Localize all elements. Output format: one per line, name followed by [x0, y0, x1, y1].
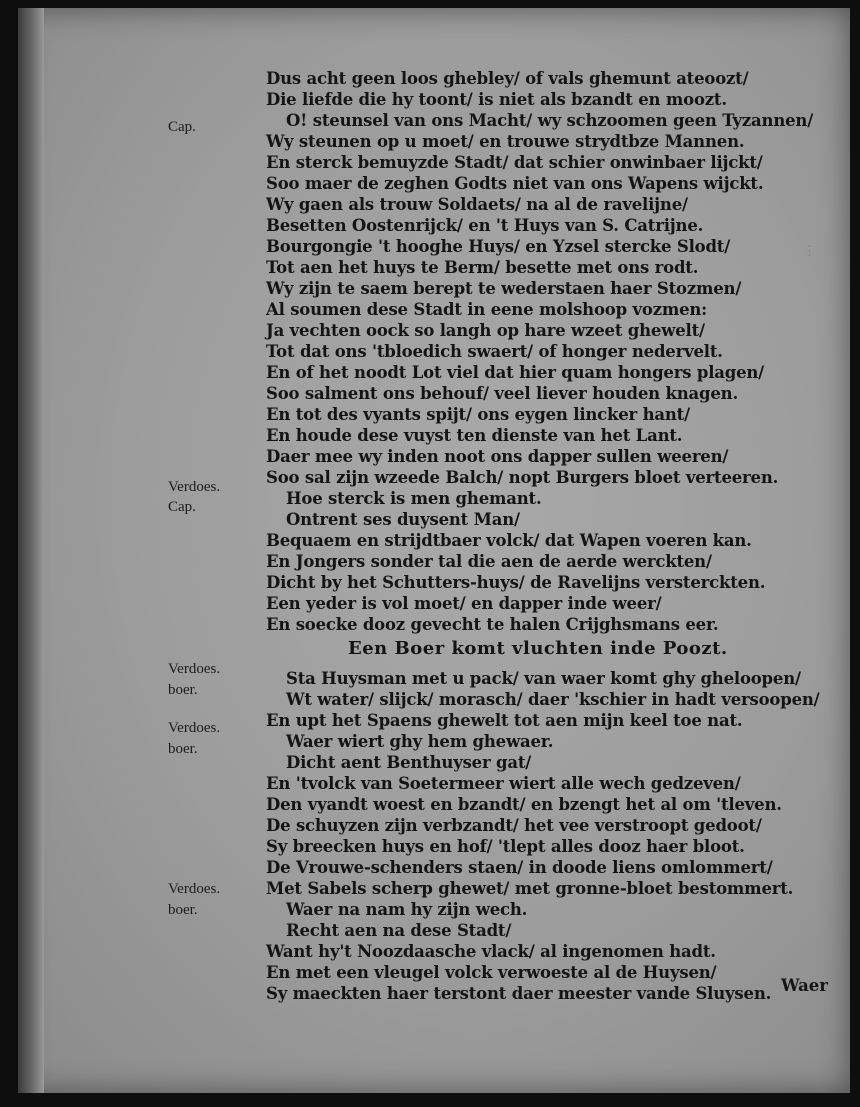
- verse-line: Al soumen dese Stadt in eene molshoop vozmen:: [266, 300, 708, 319]
- verse-line: Recht aen na dese Stadt/: [286, 921, 512, 940]
- speaker-verdoes: Verdoes.: [168, 661, 221, 677]
- verse-line: Tot aen het huys te Berm/ besette met ons rodt.: [266, 258, 699, 277]
- verse-line: En upt het Spaens ghewelt tot aen mijn keel toe nat.: [266, 711, 743, 730]
- speaker-verdoes: Verdoes.: [168, 479, 221, 495]
- verse-line: Besetten Oostenrijck/ en 't Huys van S. Catrijne.: [266, 216, 704, 235]
- verse-line: En sterck bemuyzde Stadt/ dat schier onwinbaer lijckt/: [266, 153, 763, 172]
- verse-line: Bourgongie 't hooghe Huys/ en Yzsel stercke Slodt/: [266, 237, 731, 256]
- verse-line: Een yeder is vol moet/ en dapper inde weer/: [266, 594, 662, 613]
- verse-line: Wy gaen als trouw Soldaets/ na al de ravelijne/: [266, 195, 688, 214]
- catchword: Waer: [781, 976, 828, 995]
- speaker-boer: boer.: [168, 902, 198, 918]
- verse-line: En tot des vyants spijt/ ons eygen lincker hant/: [266, 405, 690, 424]
- verse-line: De schuyzen zijn verbzandt/ het vee verstroopt gedoot/: [266, 816, 762, 835]
- speaker-boer: boer.: [168, 682, 198, 698]
- verse-line: En of het noodt Lot viel dat hier quam hongers plagen/: [266, 363, 765, 382]
- speaker-verdoes: Verdoes.: [168, 720, 221, 736]
- verse-line: Met Sabels scherp ghewet/ met gronne-bloet bestommert.: [266, 879, 794, 898]
- speaker-cap: Cap.: [168, 119, 196, 135]
- verse-line: De Vrouwe-schenders staen/ in doode liens omlommert/: [266, 858, 773, 877]
- verse-line: O! steunsel van ons Macht/ wy schzoomen geen Tyzannen/: [286, 111, 814, 130]
- verse-line: Daer mee wy inden noot ons dapper sullen weeren/: [266, 447, 729, 466]
- verse-line: Bequaem en strijdtbaer volck/ dat Wapen voeren kan.: [266, 531, 752, 550]
- verse-line: Want hy't Noozdaasche vlack/ al ingenomen hadt.: [266, 942, 716, 961]
- verse-line: Soo salment ons behouf/ veel liever houden knagen.: [266, 384, 738, 403]
- speaker-verdoes: Verdoes.: [168, 881, 221, 897]
- verse-line: Waer wiert ghy hem ghewaer.: [286, 732, 554, 751]
- verse-line: Ontrent ses duysent Man/: [286, 510, 520, 529]
- verse-line: En houde dese vuyst ten dienste van het Lant.: [266, 426, 683, 445]
- verse-line: Ja vechten oock so langh op hare wzeet ghewelt/: [266, 321, 705, 340]
- verse-line: Wy zijn te saem berept te wederstaen haer Stozmen/: [266, 279, 742, 298]
- book-binding: [18, 8, 44, 1093]
- verse-line: Den vyandt woest en bzandt/ en bzengt het al om 'tleven.: [266, 795, 782, 814]
- verse-line: Hoe sterck is men ghemant.: [286, 489, 542, 508]
- speaker-cap: Cap.: [168, 499, 196, 515]
- verse-line: Tot dat ons 'tbloedich swaert/ of honger nedervelt.: [266, 342, 723, 361]
- bleed-through-mark: ⋮: [803, 243, 816, 258]
- verse-line: Sy maeckten haer terstont daer meester vande Sluysen.: [266, 984, 772, 1003]
- verse-line: Soo maer de zeghen Godts niet van ons Wapens wijckt.: [266, 174, 764, 193]
- verse-line: Dicht aent Benthuyser gat/: [286, 753, 532, 772]
- verse-line: Wt water/ slijck/ morasch/ daer 'kschier in hadt versoopen/: [286, 690, 820, 709]
- verse-line: Soo sal zijn wzeede Balch/ nopt Burgers bloet verteeren.: [266, 468, 779, 487]
- verse-line: Wy steunen op u moet/ en trouwe strydtbze Mannen.: [266, 132, 745, 151]
- stage-direction-heading: Een Boer komt vluchten inde Poozt.: [348, 638, 728, 659]
- verse-line: Sta Huysman met u pack/ van waer komt ghy gheloopen/: [286, 669, 801, 688]
- verse-line: En 'tvolck van Soetermeer wiert alle wech gedzeven/: [266, 774, 741, 793]
- book-page: [18, 8, 850, 1093]
- verse-line: En Jongers sonder tal die aen de aerde werckten/: [266, 552, 712, 571]
- verse-line: En met een vleugel volck verwoeste al de Huysen/: [266, 963, 717, 982]
- verse-line: Die liefde die hy toont/ is niet als bzandt en moozt.: [266, 90, 727, 109]
- verse-line: Sy breecken huys en hof/ 'tlept alles dooz haer bloot.: [266, 837, 745, 856]
- verse-line: Dus acht geen loos ghebley/ of vals ghemunt ateoozt/: [266, 69, 749, 88]
- verse-line: Waer na nam hy zijn wech.: [286, 900, 528, 919]
- verse-line: En soecke dooz gevecht te halen Crijghsmans eer.: [266, 615, 719, 634]
- speaker-boer: boer.: [168, 741, 198, 757]
- verse-line: Dicht by het Schutters-huys/ de Ravelijns versterckten.: [266, 573, 766, 592]
